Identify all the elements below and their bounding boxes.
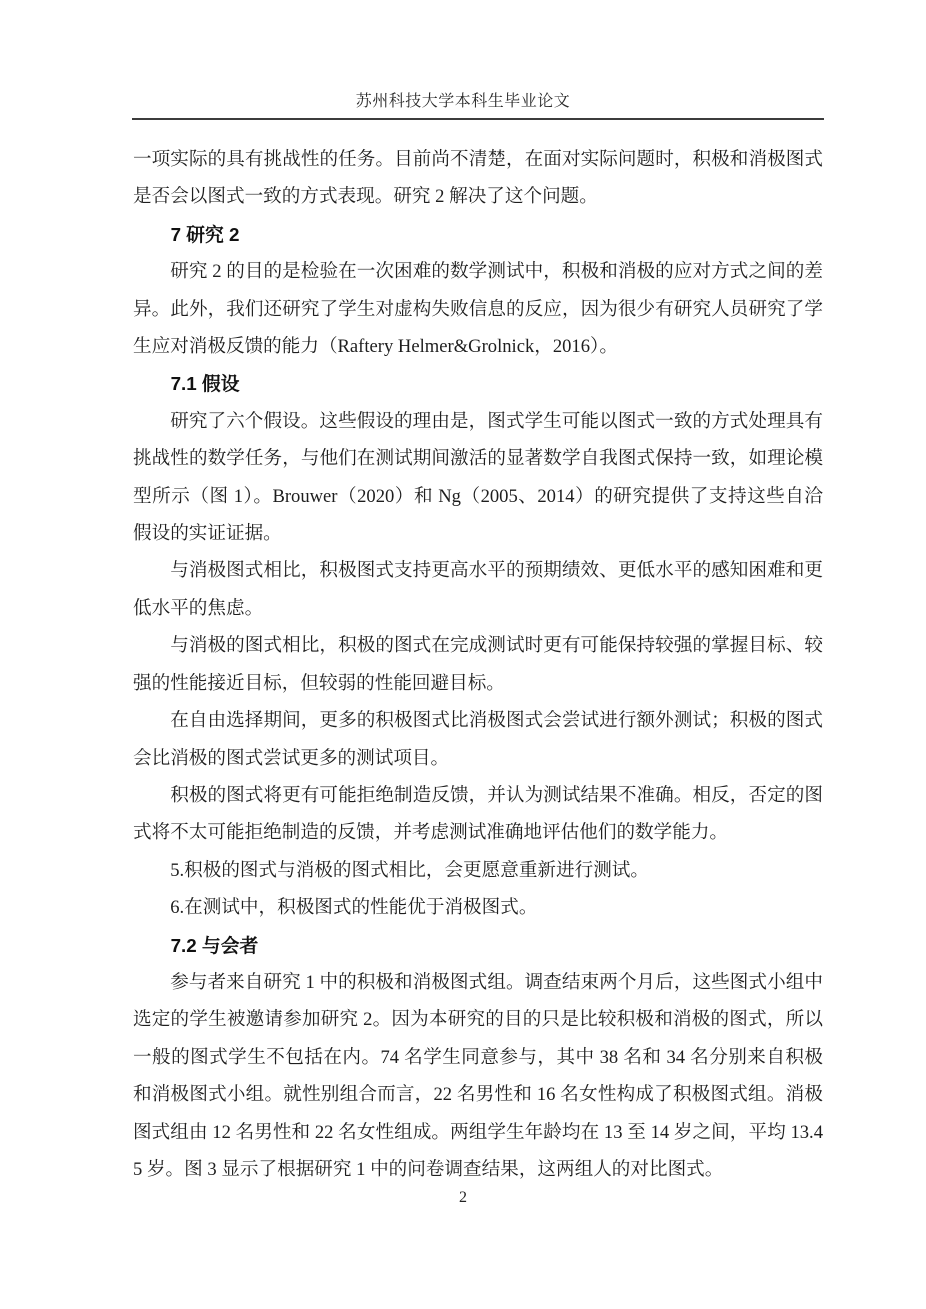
- paragraph: 研究 2 的目的是检验在一次困难的数学测试中，积极和消极的应对方式之间的差异。此外，我们还研究了学生对虚构失败信息的反应，因为很少有研究人员研究了学生应对消极反馈的能力（Raftery Helmer&Grolnick，2016）。: [133, 261, 823, 358]
- paragraph: 与消极的图式相比，积极的图式在完成测试时更有可能保持较强的掌握目标、较强的性能接近目标，但较弱的性能回避目标。: [133, 635, 823, 694]
- paragraph: 在自由选择期间，更多的积极图式比消极图式会尝试进行额外测试；积极的图式会比消极的图式尝试更多的测试项目。: [133, 710, 823, 769]
- paragraph: 5.积极的图式与消极的图式相比，会更愿意重新进行测试。: [170, 859, 649, 881]
- paragraph: 一项实际的具有挑战性的任务。目前尚不清楚，在面对实际问题时，积极和消极图式是否会以图式一致的方式表现。研究 2 解决了这个问题。: [133, 149, 823, 208]
- paragraph: 研究了六个假设。这些假设的理由是，图式学生可能以图式一致的方式处理具有挑战性的数学任务，与他们在测试期间激活的显著数学自我图式保持一致，如理论模型所示（图 1）。Brouwer（2020）和 Ng（2005、2014）的研究提供了支持这些自洽假设的实证证据。: [133, 410, 823, 545]
- page-number: 2: [459, 1189, 467, 1206]
- paragraph: 6.在测试中，积极图式的性能优于消极图式。: [170, 897, 538, 919]
- running-head: 苏州科技大学本科生毕业论文: [355, 93, 571, 110]
- section-heading: 7.1 假设: [170, 373, 240, 395]
- section-heading: 7 研究 2: [170, 223, 240, 245]
- document-body: [133, 141, 823, 1188]
- section-heading: 7.2 与会者: [170, 934, 259, 956]
- paragraph: 与消极图式相比，积极图式支持更高水平的预期绩效、更低水平的感知困难和更低水平的焦虑。: [133, 560, 823, 619]
- header-divider: [132, 118, 824, 120]
- page-footer: [0, 1189, 926, 1207]
- paragraph: 积极的图式将更有可能拒绝制造反馈，并认为测试结果不准确。相反，否定的图式将不太可能拒绝制造的反馈，并考虑测试准确地评估他们的数学能力。: [133, 784, 823, 844]
- paragraph: 参与者来自研究 1 中的积极和消极图式组。调查结束两个月后，这些图式小组中选定的学生被邀请参加研究 2。因为本研究的目的只是比较积极和消极的图式，所以一般的图式学生不包括在内。74 名学生同意参与，其中 38 名和 34 名分别来自积极和消极图式小组。就性别组合而言，22 名男性和 16 名女性构成了积极图式组。消极图式组由 12 名男性和 22 名女性组成。两组学生年龄均在 13 至 14 岁之间，平均 13.45 岁。图 3 显示了根据研究 1 中的问卷调查结果，这两组人的对比图式。: [133, 971, 823, 1180]
